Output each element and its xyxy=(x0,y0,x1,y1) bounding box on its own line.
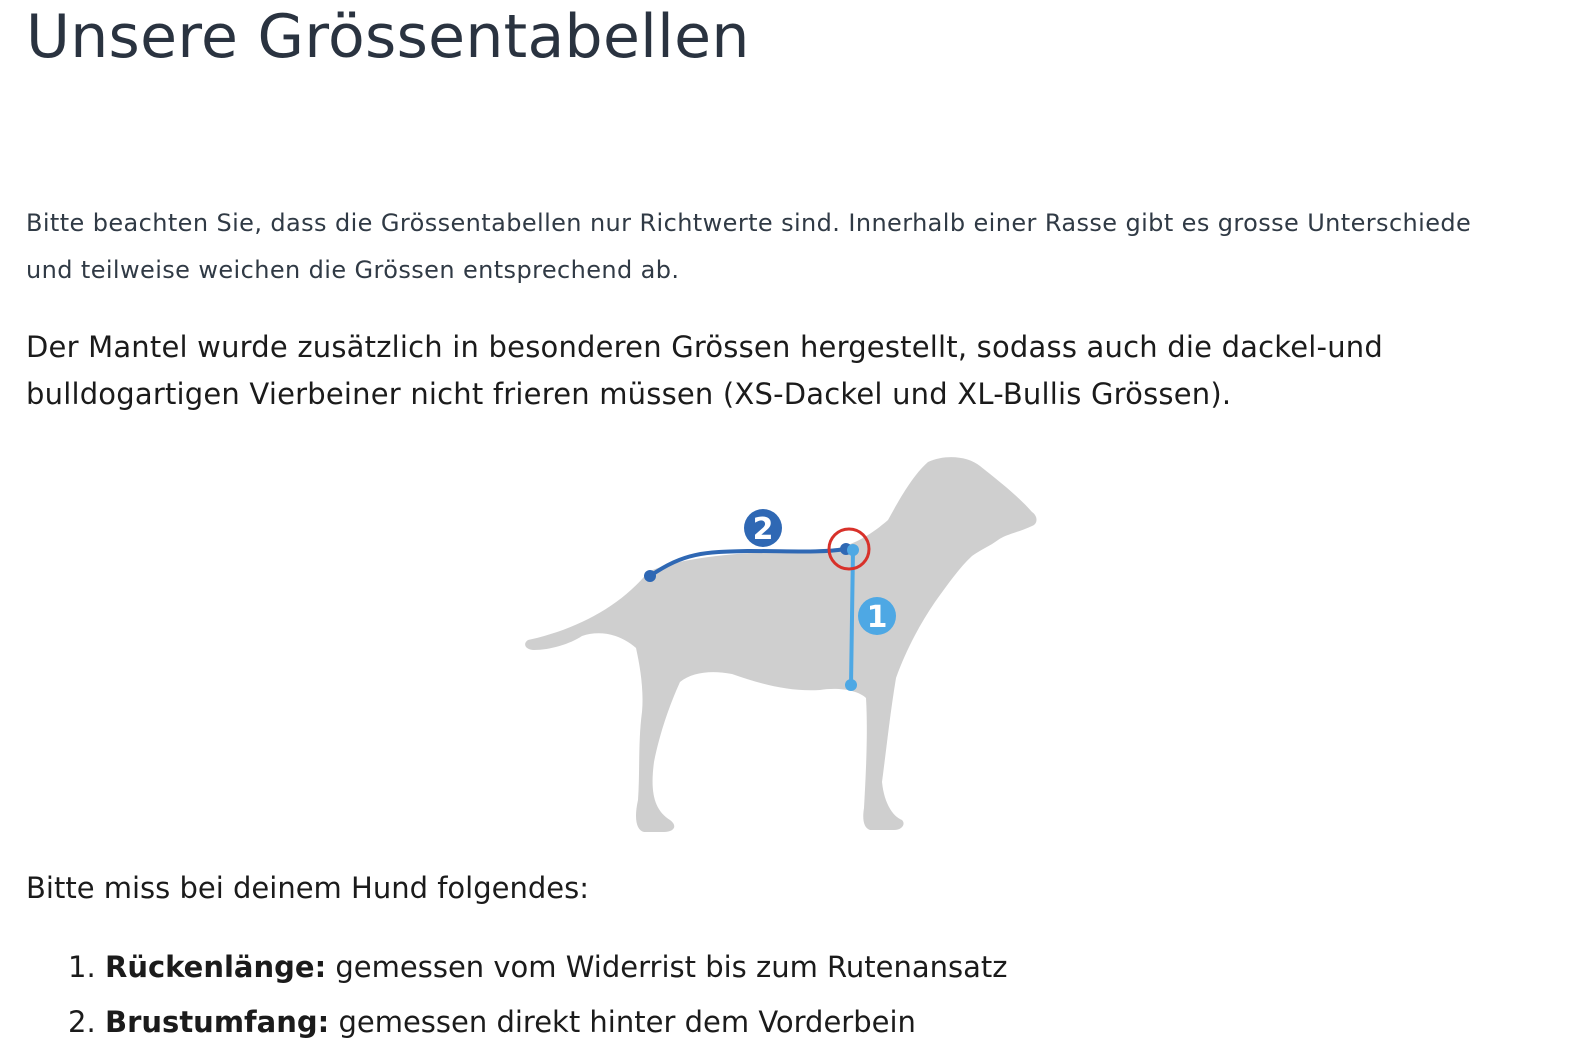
size-disclaimer-note xyxy=(26,200,1546,294)
special-sizes-paragraph xyxy=(26,324,1546,418)
marker-1-label: 1 xyxy=(866,600,888,635)
chest-top-point xyxy=(847,544,859,556)
chest-bottom-point xyxy=(845,679,857,691)
list-text: gemessen direkt hinter dem Vorderbein xyxy=(338,1005,916,1039)
list-term: Rückenlänge: xyxy=(105,950,327,984)
list-content xyxy=(105,945,1008,989)
marker-2-label: 2 xyxy=(752,512,774,547)
tail-base-point xyxy=(644,570,656,582)
list-number: 2. xyxy=(68,1005,96,1039)
lead-line: bulldogartigen Vierbeiner nicht frieren müssen (XS-Dackel und XL-Bullis Grössen). xyxy=(26,377,1232,411)
page-title: Unsere Grössentabellen xyxy=(26,2,750,72)
note-line: und teilweise weichen die Grössen entsprechend ab. xyxy=(26,256,680,284)
dog-silhouette-icon xyxy=(525,457,1036,832)
list-term: Brustumfang: xyxy=(105,1005,330,1039)
measure-intro: Bitte miss bei deinem Hund folgendes: xyxy=(26,871,589,905)
list-number: 1. xyxy=(68,950,96,984)
dog-measurement-figure xyxy=(520,452,1060,842)
note-line: Bitte beachten Sie, dass die Grössentabellen nur Richtwerte sind. Innerhalb einer Rasse gibt es grosse Unterschiede xyxy=(26,209,1472,237)
dog-measurement-illustration xyxy=(520,452,1060,842)
list-text: gemessen vom Widerrist bis zum Rutenansatz xyxy=(335,950,1008,984)
list-content xyxy=(105,1000,916,1044)
lead-line: Der Mantel wurde zusätzlich in besonderen Grössen hergestellt, sodass auch die dackel-und xyxy=(26,330,1383,364)
